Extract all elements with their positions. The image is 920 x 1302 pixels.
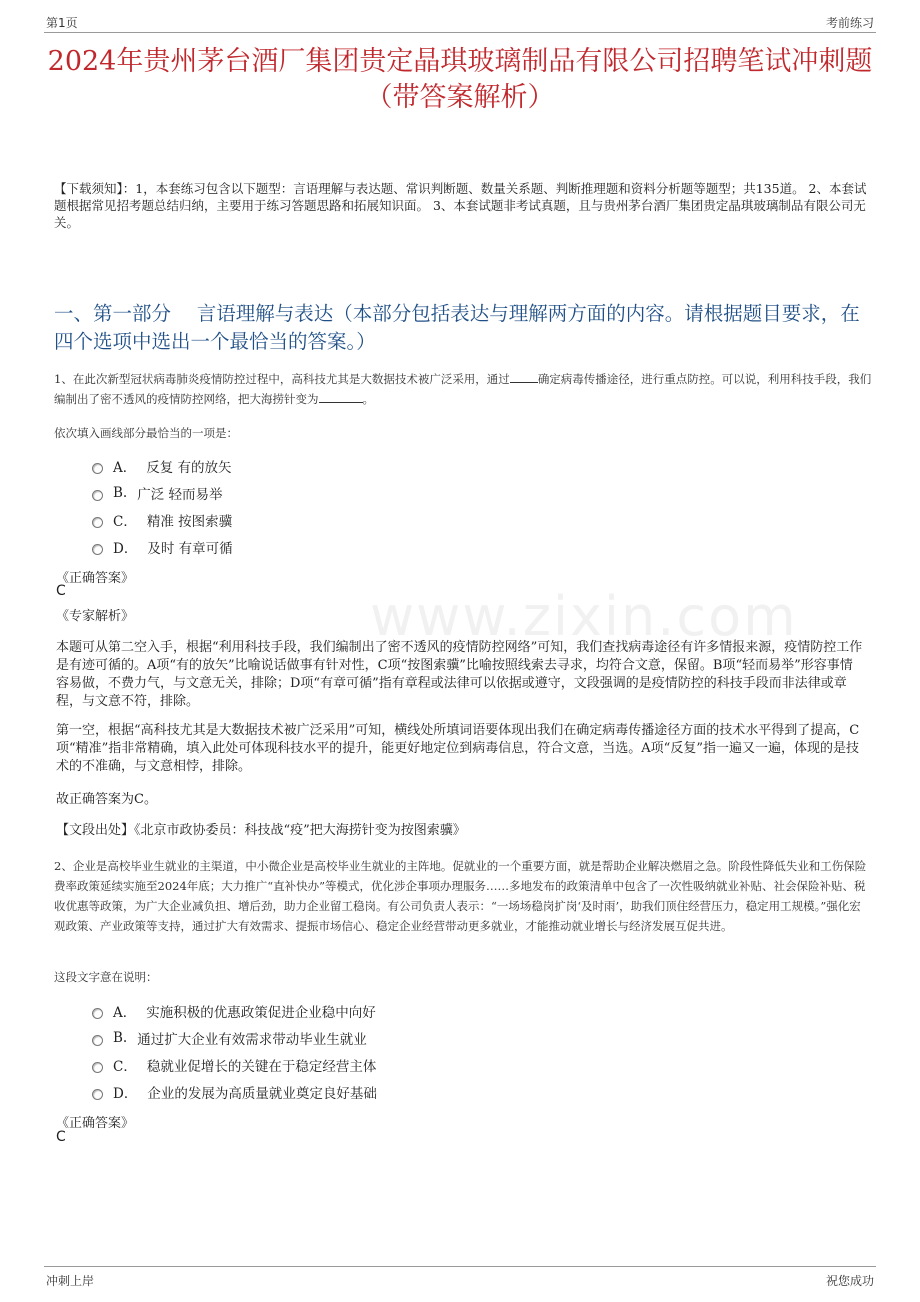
option-c[interactable] (92, 506, 233, 533)
answer-label: 《正确答案》 (56, 571, 135, 586)
radio-icon[interactable] (92, 490, 103, 501)
fill-blank-1 (510, 370, 538, 383)
analysis-paragraph: 本题可从第二空入手，根据“利用科技手段，我们编制出了密不透风的疫情防控网络”可知，我们查找病毒途径有许多情报来源，疫情防控工作是有迹可循的。A项“有的放矢”比喻说话做事有针对性，C项“按图索骥”比喻按照线索去寻求，均符合文意，保留。B项“轻而易举”形容事情容易做，不费力气，与文意无关，排除；D项“有章可循”指有章程或法律可以依据或遵守，文段强调的是疫情防控的科技手段而非法律或章程，与文意不符，排除。 (56, 640, 863, 709)
analysis-conclusion: 故正确答案为C。 (56, 792, 157, 807)
answer-value: C (56, 1129, 66, 1145)
option-text: 广泛 轻而易举 (137, 486, 223, 503)
question-1-text (54, 369, 872, 409)
analysis-paragraph: 第一空，根据“高科技尤其是大数据技术被广泛采用”可知，横线处所填词语要体现出我们在确定病毒传播途径方面的技术水平得到了提高，C项“精准”指非常精确，填入此处可体现科技水平的提升，能更好地定位到病毒信息，符合文意，当选。A项“反复”指一遍又一遍，体现的是技术的不准确，与文意相悖，排除。 (56, 723, 860, 774)
option-letter: A． (113, 1004, 137, 1021)
question-1-text-part-c: 。 (362, 392, 374, 406)
radio-icon[interactable] (92, 517, 103, 528)
option-b[interactable] (92, 479, 233, 506)
download-notice: 【下载须知】：1，本套练习包含以下题型：言语理解与表达题、常识判断题、数量关系题、判断推理题和资料分析题等题型；共135道。 2、本套试题根据常见招考题总结归纳，主要用于练习答题思路和拓展知识面。 3、本套试题非考试真题，且与贵州茅台酒厂集团贵定晶琪玻璃制品有限公司无关。 (54, 181, 867, 230)
question-1-prompt: 依次填入画线部分最恰当的一项是： (54, 426, 238, 440)
page-footer (44, 1266, 876, 1291)
option-text: 通过扩大企业有效需求带动毕业生就业 (137, 1031, 367, 1048)
radio-icon[interactable] (92, 1089, 103, 1100)
section-heading: 一、第一部分 言语理解与表达（本部分包括表达与理解两方面的内容。请根据题目要求，在四个选项中选出一个最恰当的答案。） (54, 302, 860, 353)
option-letter: A． (113, 459, 137, 476)
option-text: 实施积极的优惠政策促进企业稳中向好 (146, 1004, 376, 1021)
question-1-options (92, 452, 233, 560)
option-letter: D． (113, 1085, 138, 1102)
analysis-label: 《专家解析》 (56, 609, 135, 624)
option-letter: C． (113, 1058, 137, 1075)
option-text: 稳就业促增长的关键在于稳定经营主体 (146, 1058, 377, 1075)
radio-icon[interactable] (92, 1008, 103, 1019)
option-d[interactable] (92, 533, 233, 560)
footer-left-text: 冲刺上岸 (46, 1274, 95, 1288)
radio-icon[interactable] (92, 1035, 103, 1046)
source-line: 【文段出处】《北京市政协委员：科技战“疫”把大海捞针变为按图索骥》 (56, 823, 466, 838)
radio-icon[interactable] (92, 1062, 103, 1073)
page-header (44, 12, 876, 33)
fill-blank-2 (319, 390, 363, 403)
question-2-text: 2、企业是高校毕业生就业的主渠道，中小微企业是高校毕业生就业的主阵地。促就业的一个重要方面，就是帮助企业解决燃眉之急。阶段性降低失业和工伤保险费率政策延续实施至2024年底；大力推广“直补快办”等模式，优化涉企事项办理服务……多地发布的政策清单中包含了一次性吸纳就业补贴、社会保险补贴、税收优惠等政策，为广大企业减负担、增后劲，助力企业留工稳岗。有公司负责人表示：“一场场稳岗扩岗‘及时雨’，助我们顶住经营压力，稳定用工规模。”强化宏观政策、产业政策等支持，通过扩大有效需求、提振市场信心、稳定企业经营带动更多就业，才能推动就业增长与经济发展互促共进。 (54, 859, 867, 933)
question-2-prompt: 这段文字意在说明： (54, 970, 158, 984)
option-text: 企业的发展为高质量就业奠定良好基础 (147, 1085, 377, 1102)
watermark: www.zixin.com (370, 585, 798, 648)
question-1-text-part-b: 确定病毒传播途径，进行重点防控。可以说，利用科技手段，我们编制出了密不透风的疫情防控网络，把大海捞针变为 (54, 372, 872, 406)
page-number: 第1页 (46, 16, 78, 30)
answer-label: 《正确答案》 (56, 1116, 135, 1131)
option-a[interactable] (92, 997, 377, 1024)
footer-right-text: 祝您成功 (825, 1274, 874, 1288)
option-a[interactable] (92, 452, 233, 479)
answer-value: C (56, 583, 66, 599)
option-letter: D． (113, 540, 138, 557)
option-letter: B. (113, 1029, 128, 1046)
option-c[interactable] (92, 1051, 377, 1078)
option-letter: B. (113, 484, 128, 501)
question-1-text-part-a: 1、在此次新型冠状病毒肺炎疫情防控过程中，高科技尤其是大数据技术被广泛采用，通过 (54, 372, 510, 386)
option-text: 及时 有章可循 (147, 540, 233, 557)
option-text: 精准 按图索骥 (146, 513, 233, 530)
option-b[interactable] (92, 1024, 377, 1051)
radio-icon[interactable] (92, 463, 103, 474)
option-text: 反复 有的放矢 (146, 459, 232, 476)
option-d[interactable] (92, 1078, 377, 1105)
option-letter: C． (113, 513, 137, 530)
radio-icon[interactable] (92, 544, 103, 555)
question-2-options (92, 997, 377, 1105)
header-tag: 考前练习 (825, 16, 874, 30)
document-title: 2024年贵州茅台酒厂集团贵定晶琪玻璃制品有限公司招聘笔试冲刺题（带答案解析） (47, 46, 873, 113)
